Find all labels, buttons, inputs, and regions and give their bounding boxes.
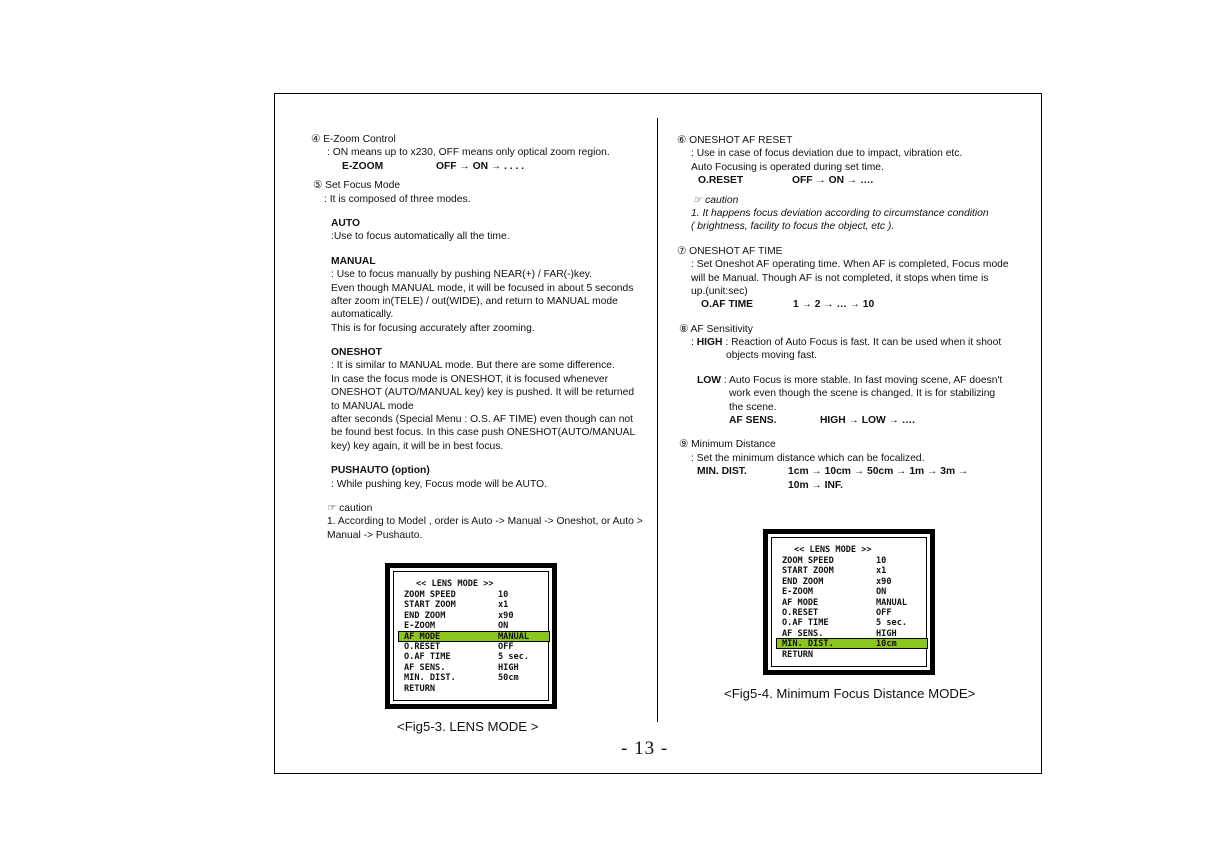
osd-row-value: 50cm: [498, 673, 519, 684]
osd-row-key: O.AF TIME: [404, 652, 451, 663]
osd-row-key: MIN. DIST.: [782, 639, 834, 650]
sens-high: : HIGH : Reaction of Auto Focus is fast. It can be used when it shoot: [691, 337, 1002, 349]
dist-setting: [677, 465, 1017, 478]
reset-caution-line: ( brightness, facility to focus the object, etc ).: [691, 221, 895, 233]
oneshot-title: ONESHOT: [331, 347, 382, 359]
ezoom-setting: [311, 160, 651, 173]
osd-row-value: 5 sec.: [498, 652, 530, 663]
osd-row-key: AF SENS.: [782, 628, 824, 639]
osd-row-value: 10: [876, 556, 887, 566]
osd-title: << LENS MODE >>: [794, 545, 872, 555]
manual-line: after zoom in(TELE) / out(WIDE), and return to MANUAL mode: [331, 295, 618, 307]
oneshot-line: be found best focus. In this case push ONESHOT(AUTO/MANUAL: [331, 427, 636, 439]
sens-key: AF SENS.: [729, 415, 777, 427]
osd-row-value: x1: [876, 566, 887, 577]
sens-high-label: HIGH: [696, 337, 723, 349]
oneshot-line: after seconds (Special Menu : O.S. AF TIME) even though can not: [331, 414, 634, 426]
reset-key: O.RESET: [698, 175, 744, 187]
osd-row: [782, 608, 892, 618]
pushauto-desc: : While pushing key, Focus mode will be AUTO.: [331, 478, 547, 490]
caution-line: Manual -> Pushauto.: [327, 529, 423, 541]
osd-row: [404, 663, 519, 673]
osd-row-key: START ZOOM: [404, 600, 456, 611]
osd-row-key: O.RESET: [404, 642, 441, 652]
pushauto-title: PUSHAUTO (option): [331, 465, 430, 477]
column-divider: [657, 118, 658, 722]
manual-line: automatically.: [331, 309, 394, 321]
fig5-4-caption: <Fig5-4. Minimum Focus Distance MODE>: [724, 686, 976, 701]
osd-row-value: x1: [498, 600, 509, 611]
osd-row-value: x90: [498, 610, 514, 621]
osd-row-value: OFF: [498, 642, 514, 652]
aftime-heading: ⑦ ONESHOT AF TIME: [677, 245, 783, 257]
manual-line: This is for focusing accurately after zooming.: [331, 322, 535, 334]
osd-row-value: MANUAL: [876, 597, 908, 608]
sens-low-line3: the scene.: [729, 401, 777, 413]
osd-row: [404, 642, 514, 652]
caution-label: ☞ caution: [327, 502, 373, 514]
osd-row-key: END ZOOM: [404, 610, 446, 621]
oneshot-line: key) key again, it will be in best focus.: [331, 440, 504, 452]
focus-desc: : It is composed of three modes.: [324, 193, 471, 205]
dist-heading: ⑨ Minimum Distance: [679, 439, 776, 451]
sens-heading: ⑧ AF Sensitivity: [679, 323, 753, 335]
osd-row-key: ZOOM SPEED: [782, 556, 834, 566]
osd-row-value: x90: [876, 576, 892, 587]
osd-row-key: END ZOOM: [782, 576, 824, 587]
reset-caution-label: ☞ caution: [693, 194, 739, 206]
osd-row: [782, 618, 907, 628]
osd-row-key: E-ZOOM: [782, 587, 814, 598]
osd-row: [404, 652, 529, 662]
manual-text: [311, 268, 651, 335]
manual-title: MANUAL: [331, 255, 376, 267]
osd-row: [404, 621, 508, 631]
aftime-setting: [677, 298, 1017, 311]
dist-desc: : Set the minimum distance which can be focalized.: [691, 452, 925, 464]
osd-row-key: RETURN: [782, 649, 814, 660]
oneshot-line: to MANUAL mode: [331, 400, 414, 412]
reset-heading: ⑥ ONESHOT AF RESET: [677, 135, 793, 146]
osd-row-key: E-ZOOM: [404, 621, 436, 632]
sens-high-line2: objects moving fast.: [726, 350, 817, 362]
osd-row-value: HIGH: [498, 662, 519, 673]
aftime-line: will be Manual. Though AF is not completed, it stops when time is: [691, 272, 989, 284]
aftime-value: 1 → 2 → … → 10: [793, 299, 875, 311]
right-column: [677, 134, 1017, 492]
reset-line: Auto Focusing is operated during set time.: [691, 161, 884, 173]
aftime-line: up.(unit:sec): [691, 285, 748, 297]
sens-high-line: : Reaction of Auto Focus is fast. It can be used when it shoot: [722, 337, 1002, 349]
osd-row-value: OFF: [876, 608, 892, 618]
osd-row: [782, 587, 886, 597]
lens-mode-osd-left: [385, 563, 557, 709]
sens-low-line2: work even though the scene is changed. It is for stabilizing: [729, 388, 996, 400]
osd-row-key: AF MODE: [782, 597, 819, 608]
osd-row-key: AF SENS.: [404, 662, 446, 673]
dist-key: MIN. DIST.: [697, 466, 747, 478]
osd-row-key: START ZOOM: [782, 566, 834, 577]
osd-row: [404, 684, 498, 694]
caution-line: 1. According to Model , order is Auto -> Manual -> Oneshot, or Auto >: [327, 516, 643, 528]
osd-row-value: 5 sec.: [876, 618, 908, 629]
osd-row-key: MIN. DIST.: [404, 673, 456, 684]
manual-line: Even though MANUAL mode, it will be focused in about 5 seconds: [331, 282, 634, 294]
focus-heading: ⑤ Set Focus Mode: [313, 180, 401, 192]
osd-row-value: HIGH: [876, 628, 897, 639]
osd-row-value: 10cm: [876, 639, 897, 650]
osd-row: [782, 639, 897, 649]
aftime-key: O.AF TIME: [701, 299, 754, 311]
osd-title: << LENS MODE >>: [416, 579, 494, 589]
ezoom-heading: ④ E-Zoom Control: [311, 134, 396, 145]
manual-line: : Use to focus manually by pushing NEAR(+) / FAR(-)key.: [331, 269, 593, 281]
osd-row-value: MANUAL: [498, 631, 530, 642]
reset-caution-line: 1. It happens focus deviation according to circumstance condition: [691, 207, 989, 219]
osd-row: [404, 673, 519, 683]
dist-value-2: 10m → INF.: [788, 479, 843, 491]
osd-row-value: ON: [876, 587, 887, 598]
osd-row: [782, 566, 886, 576]
oneshot-line: : It is similar to MANUAL mode. But there are some difference.: [331, 360, 615, 372]
reset-line: : Use in case of focus deviation due to impact, vibration etc.: [691, 148, 963, 160]
dist-value-1: 1cm → 10cm → 50cm → 1m → 3m →: [788, 466, 969, 478]
sens-low-line: : Auto Focus is more stable. In fast moving scene, AF doesn't: [721, 374, 1003, 386]
osd-row: [782, 650, 876, 660]
sens-value: HIGH → LOW → ….: [820, 415, 915, 427]
reset-setting: [677, 174, 1017, 187]
oneshot-line: In case the focus mode is ONESHOT, it is focused whenever: [331, 373, 608, 385]
auto-title: AUTO: [331, 217, 360, 229]
oneshot-line: ONESHOT (AUTO/MANUAL key) key is pushed. It will be returned: [331, 387, 635, 399]
auto-desc: :Use to focus automatically all the time.: [331, 231, 510, 243]
osd-row: [782, 577, 892, 587]
fig5-3-caption: <Fig5-3. LENS MODE >: [397, 719, 539, 734]
osd-row-key: O.RESET: [782, 608, 819, 618]
reset-value: OFF → ON → ….: [792, 175, 874, 187]
osd-row: [404, 600, 508, 610]
osd-row: [404, 632, 529, 642]
lens-mode-osd-right: [763, 529, 935, 675]
ezoom-key: E-ZOOM: [342, 160, 384, 172]
oneshot-text: [311, 359, 651, 453]
aftime-line: : Set Oneshot AF operating time. When AF is completed, Focus mode: [691, 259, 1009, 271]
osd-row-key: AF MODE: [404, 631, 441, 642]
osd-row: [404, 611, 514, 621]
ezoom-value: OFF → ON → . . . .: [436, 160, 525, 172]
ezoom-desc: : ON means up to x230, OFF means only optical zoom region.: [327, 147, 610, 159]
osd-row-key: ZOOM SPEED: [404, 590, 456, 600]
left-column: [311, 133, 651, 542]
osd-row-value: ON: [498, 621, 509, 632]
sens-low-label: LOW: [697, 374, 722, 386]
osd-row: [782, 629, 897, 639]
osd-row-value: 10: [498, 590, 509, 600]
osd-row-key: RETURN: [404, 683, 436, 694]
page-number: - 13 -: [621, 738, 669, 759]
sens-low: [677, 374, 1017, 387]
osd-row: [404, 590, 508, 600]
sens-setting: [677, 414, 1017, 427]
osd-row: [782, 556, 886, 566]
osd-row: [782, 598, 907, 608]
osd-row-key: O.AF TIME: [782, 618, 829, 629]
